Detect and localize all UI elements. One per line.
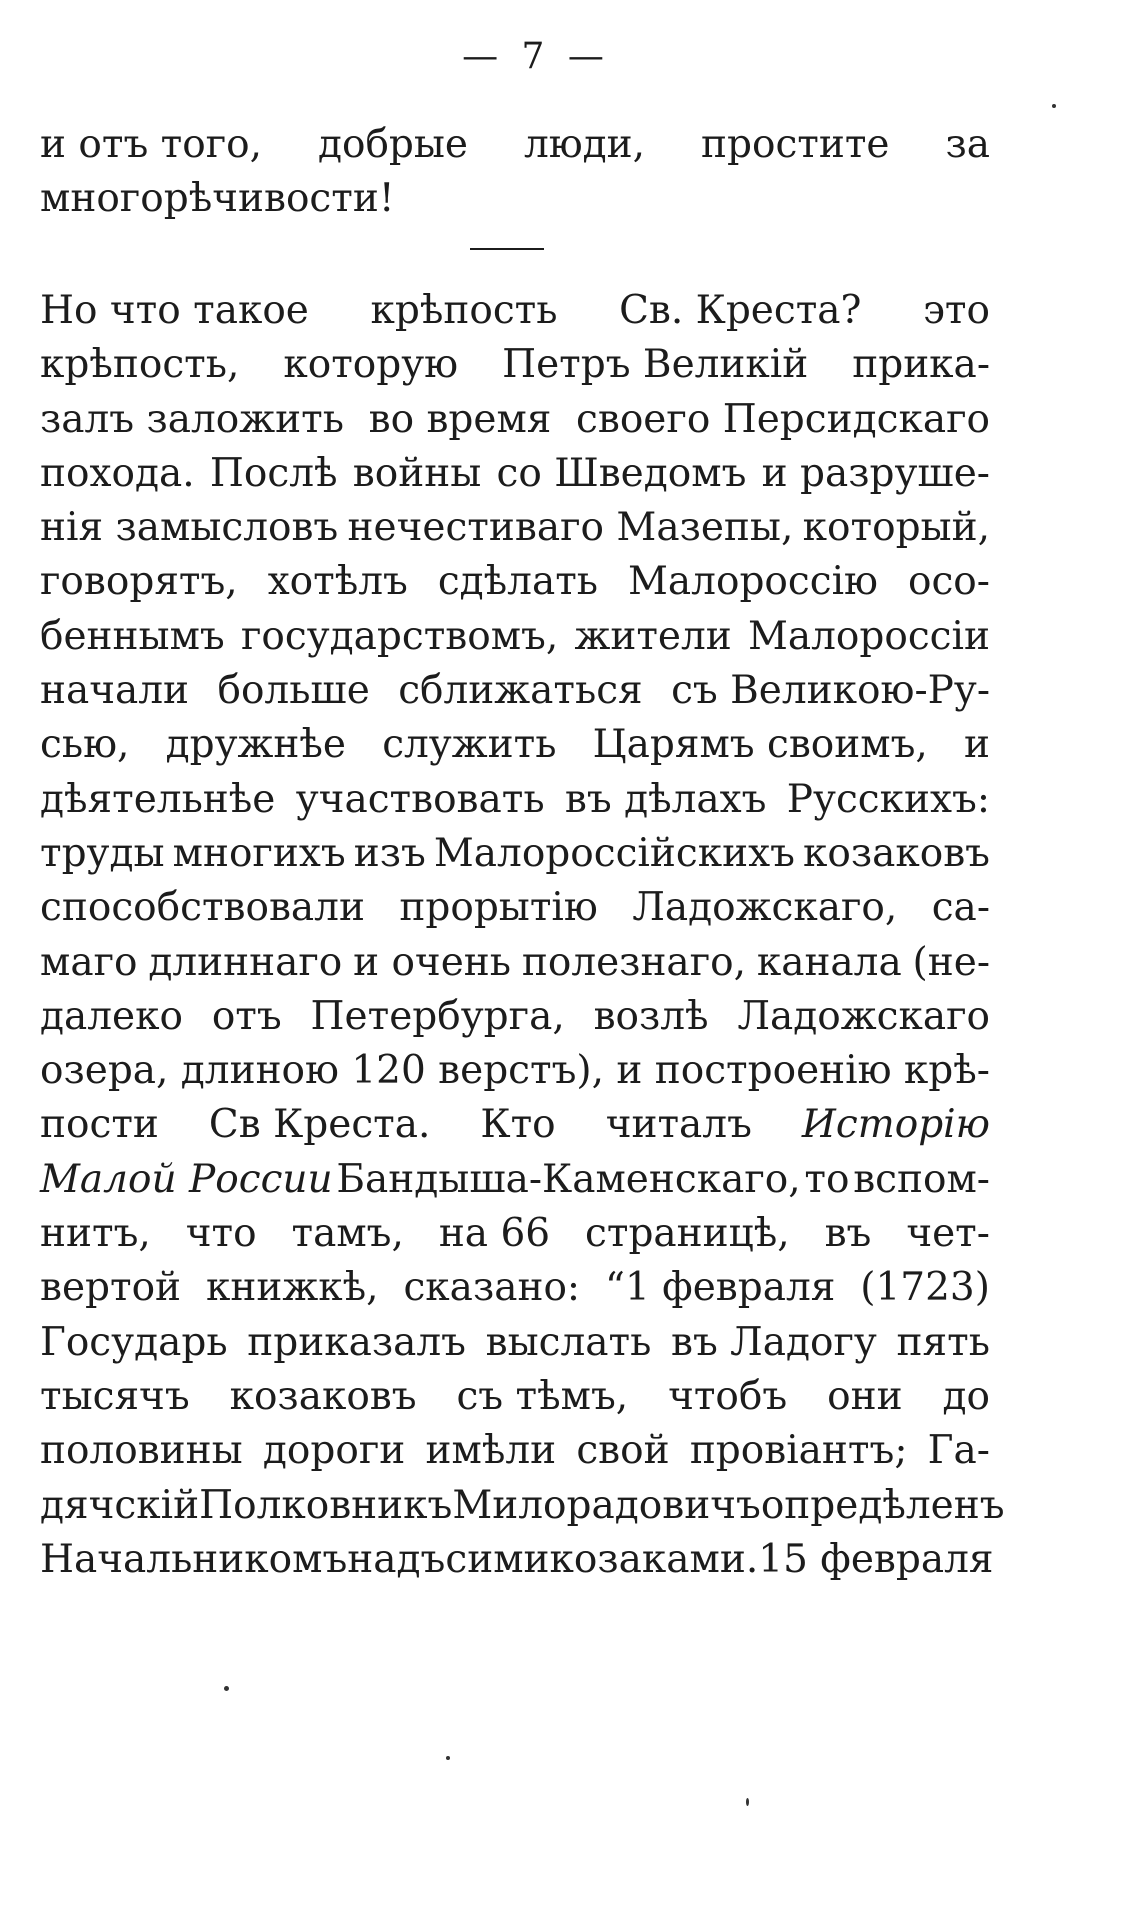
word: “1 февраля <box>605 1265 836 1311</box>
word: опредѣленъ <box>760 1482 1005 1528</box>
word: Милорадовичъ <box>452 1482 761 1528</box>
text-line <box>40 664 990 718</box>
text-line <box>40 501 990 555</box>
word: своего Персидскаго <box>576 396 990 442</box>
word: Петръ Великій <box>502 342 809 388</box>
word: тамъ, <box>291 1211 404 1257</box>
word: прика- <box>852 342 990 388</box>
word: и построенію <box>616 1048 892 1094</box>
word: которую <box>283 342 459 388</box>
word: озера, <box>40 1048 169 1094</box>
text-line <box>40 1316 990 1370</box>
word: похода. <box>40 450 195 496</box>
word: вспом- <box>853 1156 990 1202</box>
word: простите <box>701 122 890 167</box>
ink-speck <box>446 1756 450 1760</box>
word: провіантъ; <box>689 1428 908 1474</box>
word: въ Ладогу <box>671 1319 877 1365</box>
word: многорѣчивости! <box>40 176 395 222</box>
word: Малой России <box>40 1156 333 1202</box>
word: сказано: <box>403 1265 581 1311</box>
word: Полковникъ <box>199 1482 453 1528</box>
text-line <box>40 827 990 881</box>
word: хотѣлъ <box>267 559 408 605</box>
word: Малороссію <box>628 559 878 605</box>
word: козаками. <box>549 1536 759 1582</box>
text-line <box>40 393 990 447</box>
text-line <box>40 1261 990 1315</box>
text-line <box>40 284 990 338</box>
word: въ <box>824 1211 872 1257</box>
word: больше <box>217 668 370 714</box>
word: участвовать <box>295 776 545 822</box>
text-line <box>40 338 990 392</box>
text-line <box>40 1479 1005 1533</box>
word: это <box>923 288 990 333</box>
word: дороги <box>262 1428 406 1474</box>
word: жители <box>574 613 732 659</box>
word: страницѣ, <box>585 1211 790 1257</box>
word: Но что такое <box>40 288 309 333</box>
word: дѣятельнѣе <box>40 776 276 822</box>
word: беннымъ <box>40 613 225 659</box>
word: приказалъ <box>247 1319 466 1365</box>
word: со Шведомъ <box>496 450 747 496</box>
word: далеко <box>40 993 183 1039</box>
word: полезнаго, <box>521 939 746 985</box>
word: съ Великою-Ру- <box>671 668 990 714</box>
word: крѣ- <box>903 1048 990 1094</box>
word: добрые <box>317 122 469 167</box>
word: за <box>945 122 990 167</box>
text-line <box>40 172 990 226</box>
word: (1723) <box>860 1265 990 1311</box>
word: Царямъ своимъ, <box>592 722 928 768</box>
word: дячскій <box>40 1482 200 1528</box>
text-line <box>40 1207 990 1261</box>
word: осо- <box>907 559 990 605</box>
word: начали <box>40 668 190 714</box>
word: Малороссіи <box>747 613 990 659</box>
word: труды <box>40 830 165 876</box>
ink-speck <box>224 1686 229 1691</box>
word: до <box>942 1373 990 1419</box>
word: и разруше- <box>761 450 990 496</box>
text-line <box>40 773 990 827</box>
text-line <box>40 718 990 772</box>
word: нія замысловъ <box>40 505 339 551</box>
word: дружнѣе <box>165 722 347 768</box>
text-line <box>40 1370 990 1424</box>
word: сближаться <box>398 668 643 714</box>
word: войны <box>352 450 482 496</box>
word: во время <box>368 396 552 442</box>
text-line <box>40 1098 990 1152</box>
word: Начальникомъ <box>40 1536 348 1582</box>
page-number: — 7 — <box>462 36 610 77</box>
word: Исторію <box>801 1102 990 1148</box>
text-line <box>40 118 990 172</box>
word: служить <box>382 722 557 768</box>
word: крѣпость, <box>40 342 240 388</box>
word: тысячъ <box>40 1373 190 1419</box>
word: сими <box>445 1536 550 1582</box>
word: многихъ <box>172 830 346 876</box>
text-line <box>40 610 990 664</box>
text-line <box>40 1424 990 1478</box>
word: свой <box>576 1428 670 1474</box>
word: сью, <box>40 722 130 768</box>
word: надъ <box>347 1536 446 1582</box>
text-line <box>40 1044 990 1098</box>
word: Кто <box>480 1102 556 1148</box>
word: козаковъ <box>802 830 990 876</box>
word: длиннаго <box>148 939 343 985</box>
word: (не- <box>912 939 990 985</box>
text-line <box>40 936 990 990</box>
word: говорятъ, <box>40 559 238 605</box>
word: сдѣлать <box>437 559 599 605</box>
word: съ тѣмъ, <box>456 1373 629 1419</box>
word: государствомъ, <box>240 613 559 659</box>
word: они <box>827 1373 903 1419</box>
word: Ладожскаго, <box>632 885 898 931</box>
word: то <box>804 1156 850 1202</box>
text-line <box>40 555 990 609</box>
word: способствовали <box>40 885 365 931</box>
word: Ладожскаго <box>737 993 990 1039</box>
word: половины <box>40 1428 243 1474</box>
word: Малороссійскихъ <box>433 830 795 876</box>
word: крѣпость <box>370 288 558 333</box>
word: Св. Креста? <box>619 288 862 333</box>
word: длиною <box>180 1048 339 1094</box>
word: са- <box>931 885 990 931</box>
word: изъ <box>353 830 426 876</box>
text-line <box>40 1153 990 1207</box>
word: и отъ того, <box>40 122 263 167</box>
word: вертой <box>40 1265 182 1311</box>
word: пости <box>40 1102 159 1148</box>
word: чтобъ <box>668 1373 788 1419</box>
word: Бандыша-Каменскаго, <box>336 1156 801 1202</box>
text-line <box>40 447 990 501</box>
word: Государь <box>40 1319 228 1365</box>
word: 15 февраля <box>758 1536 994 1582</box>
word: 120 верстъ), <box>351 1048 605 1094</box>
word: читалъ <box>605 1102 752 1148</box>
word: отъ <box>211 993 282 1039</box>
word: маго <box>40 939 138 985</box>
word: Га- <box>927 1428 990 1474</box>
word: и очень <box>353 939 512 985</box>
word: нечестиваго Мазепы, <box>347 505 794 551</box>
main-paragraph <box>40 284 1005 1587</box>
ink-speck <box>1052 104 1056 108</box>
word: Петербурга, <box>310 993 565 1039</box>
word: козаковъ <box>229 1373 417 1419</box>
ink-speck <box>746 1798 749 1806</box>
word: Послѣ <box>209 450 338 496</box>
word: на 66 <box>438 1211 551 1257</box>
section-divider <box>470 248 544 250</box>
word: чет- <box>906 1211 990 1257</box>
word: возлѣ <box>593 993 709 1039</box>
word: Св Креста. <box>208 1102 431 1148</box>
intro-paragraph <box>40 118 990 227</box>
text-line <box>40 990 990 1044</box>
word: канала <box>756 939 902 985</box>
word: что <box>185 1211 257 1257</box>
word: люди, <box>523 122 646 167</box>
word: книжкѣ, <box>206 1265 379 1311</box>
word: нитъ, <box>40 1211 151 1257</box>
word: выслать <box>485 1319 652 1365</box>
word: въ дѣлахъ <box>564 776 767 822</box>
word: Русскихъ: <box>786 776 990 822</box>
word: прорытію <box>399 885 598 931</box>
text-line <box>40 1533 994 1587</box>
text-line <box>40 881 990 935</box>
word: и <box>963 722 990 768</box>
word: пять <box>896 1319 990 1365</box>
word: имѣли <box>425 1428 557 1474</box>
word: залъ заложить <box>40 396 344 442</box>
word: который, <box>802 505 990 551</box>
